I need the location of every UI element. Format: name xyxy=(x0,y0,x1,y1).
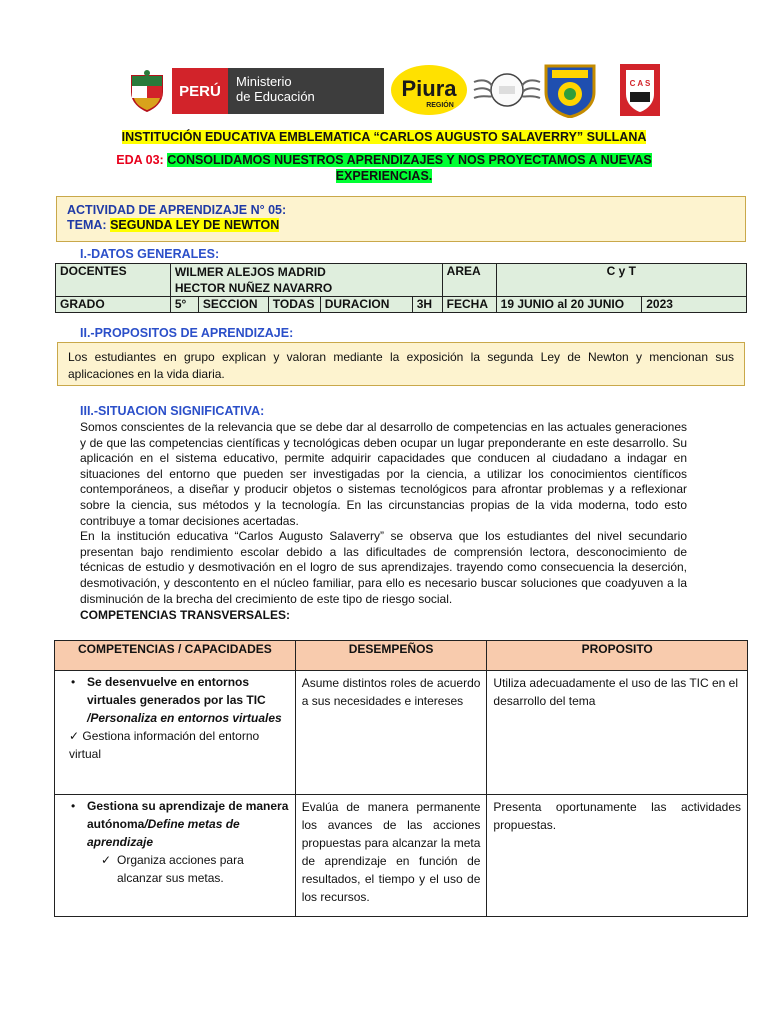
datos-generales-heading: I.-DATOS GENERALES: xyxy=(80,247,220,261)
bullet-icon: • xyxy=(71,675,76,689)
region-logo-text: REGIÓN xyxy=(426,102,454,109)
situacion-paragraph-2: En la institución educativa “Carlos Augusto Salaverry” se observa que los estudiantes del nivel secundario presentan bajo rendimiento escolar debido a las dificultades de comprensión lectora, desconocimiento de técnicas de estudio y desmotivación en el logro de sus aprendizajes. trayendo como consecuencia la deserción, desmotivación, y descontento en el núcleo familiar, para ello es necesario buscar soluciones que coadyuven a la disminución de la brecha del crecimiento de este tipo de riesgo social. xyxy=(80,529,687,606)
seccion-label: SECCION xyxy=(198,297,268,313)
area-value: C y T xyxy=(496,264,746,297)
seccion-value: TODAS xyxy=(268,297,320,313)
docentes-label: DOCENTES xyxy=(56,264,171,297)
propositos-heading: II.-PROPOSITOS DE APRENDIZAJE: xyxy=(80,326,294,340)
table-header-row xyxy=(55,641,748,671)
propositos-text: Los estudiantes en grupo explican y valoran mediante la exposición la segunda Ley de Newton y mencionan sus aplicaciones en la vida diaria. xyxy=(68,350,734,381)
capacidad-2: Organiza acciones para alcanzar sus metas. xyxy=(117,853,244,885)
docente-2: HECTOR NUÑEZ NAVARRO xyxy=(174,281,333,295)
svg-text:C A S: C A S xyxy=(629,79,651,88)
cas-shield-icon xyxy=(620,64,660,116)
fecha-label: FECHA xyxy=(442,297,496,313)
datos-generales-table xyxy=(55,263,747,313)
docente-1: WILMER ALEJOS MADRID xyxy=(174,265,326,279)
piura-logo-text: Piura xyxy=(401,76,457,101)
situacion-paragraph-1: Somos conscientes de la relevancia que se debe dar al desarrollo de competencias en las actuales generaciones y de que las competencias científicas y tecnológicas deben ocupar un lugar preponderante en este desarrollo. Su aplicación en el sistema educativo, permite adquirir capacidades que conducen al ciudadano a indagar en situaciones del entorno que pueden ser investigadas por la ciencia, a utilizar los conocimientos científicos contemporáneos, a diseñar y producir objetos o sistemas tecnológicos para afrontar problemas y a reflexionar sobre la ciencia, sus métodos y la tecnología. En las circunstancias propias de la vida moderna, todo esto contribuye a tomar decisiones acertadas. xyxy=(80,420,687,528)
duracion-value: 3H xyxy=(412,297,442,313)
bullet-icon: • xyxy=(71,799,76,813)
area-label: AREA xyxy=(442,264,496,297)
eda-title-line-2: EXPERIENCIAS. xyxy=(335,169,433,183)
fecha-value: 19 JUNIO al 20 JUNIO xyxy=(496,297,642,313)
institution-name: INSTITUCIÓN EDUCATIVA EMBLEMATICA “CARLOS AUGUSTO SALAVERRY” SULLANA xyxy=(121,130,647,144)
capacidad-1: Gestiona información del entorno virtual xyxy=(69,729,260,761)
table-row xyxy=(56,264,747,297)
competencias-table xyxy=(54,640,748,917)
desempeno-1: Asume distintos roles de acuerdo a sus necesidades e intereses xyxy=(295,671,487,795)
table-row xyxy=(55,795,748,917)
eda-title-line-1: CONSOLIDAMOS NUESTROS APRENDIZAJES Y NOS PROYECTAMOS A NUEVAS xyxy=(167,153,652,167)
institution-title xyxy=(0,130,768,144)
table-row xyxy=(56,297,747,313)
table-row xyxy=(55,671,748,795)
peru-label: PERÚ xyxy=(172,68,228,114)
minedu-logo xyxy=(172,68,384,114)
propositos-box xyxy=(57,342,745,386)
ugel-logo xyxy=(472,68,542,112)
competencia-1-capacity: /Personaliza en entornos virtuales xyxy=(87,711,282,725)
eda-label: EDA 03: xyxy=(116,153,164,167)
grado-value: 5° xyxy=(170,297,198,313)
piura-region-logo xyxy=(390,64,468,116)
col-desempenos: DESEMPEÑOS xyxy=(295,641,487,671)
competencia-2-capacity: /Define metas de aprendizaje xyxy=(87,817,240,849)
proposito-2: Presenta oportunamente las actividades propuestas. xyxy=(487,795,748,917)
situacion-heading: III.-SITUACION SIGNIFICATIVA: xyxy=(80,404,265,418)
peru-coat-of-arms-icon xyxy=(128,70,166,112)
year-value: 2023 xyxy=(642,297,747,313)
logos-row xyxy=(128,62,668,118)
eda-title xyxy=(0,152,768,184)
desempeno-2: Evalúa de manera permanente los avances de las acciones propuestas para alcanzar la meta de aprendizaje en función de resultados, el tiempo y el uso de los recursos. xyxy=(295,795,487,917)
competencia-2-name: Gestiona su aprendizaje de manera autónoma xyxy=(87,799,289,831)
situacion-text xyxy=(80,420,687,607)
activity-label: ACTIVIDAD DE APRENDIZAJE N° 05: xyxy=(67,203,287,217)
school-crest-icon xyxy=(544,62,596,118)
ministerio-line-2: de Educación xyxy=(236,89,315,104)
tema-label: TEMA: xyxy=(67,218,107,232)
checkmark-icon: ✓ xyxy=(69,729,83,743)
proposito-1: Utiliza adecuadamente el uso de las TIC en el desarrollo del tema xyxy=(487,671,748,795)
activity-box xyxy=(56,196,746,242)
checkmark-icon: ✓ xyxy=(101,853,112,867)
col-competencias: COMPETENCIAS / CAPACIDADES xyxy=(55,641,296,671)
col-proposito: PROPOSITO xyxy=(487,641,748,671)
competencia-1-name: Se desenvuelve en entornos virtuales generados por las TIC xyxy=(87,675,266,707)
ministerio-line-1: Ministerio xyxy=(236,74,292,89)
grado-label: GRADO xyxy=(56,297,171,313)
duracion-label: DURACION xyxy=(320,297,412,313)
competencias-heading: COMPETENCIAS TRANSVERSALES: xyxy=(80,608,291,622)
tema-value: SEGUNDA LEY DE NEWTON xyxy=(110,218,280,232)
